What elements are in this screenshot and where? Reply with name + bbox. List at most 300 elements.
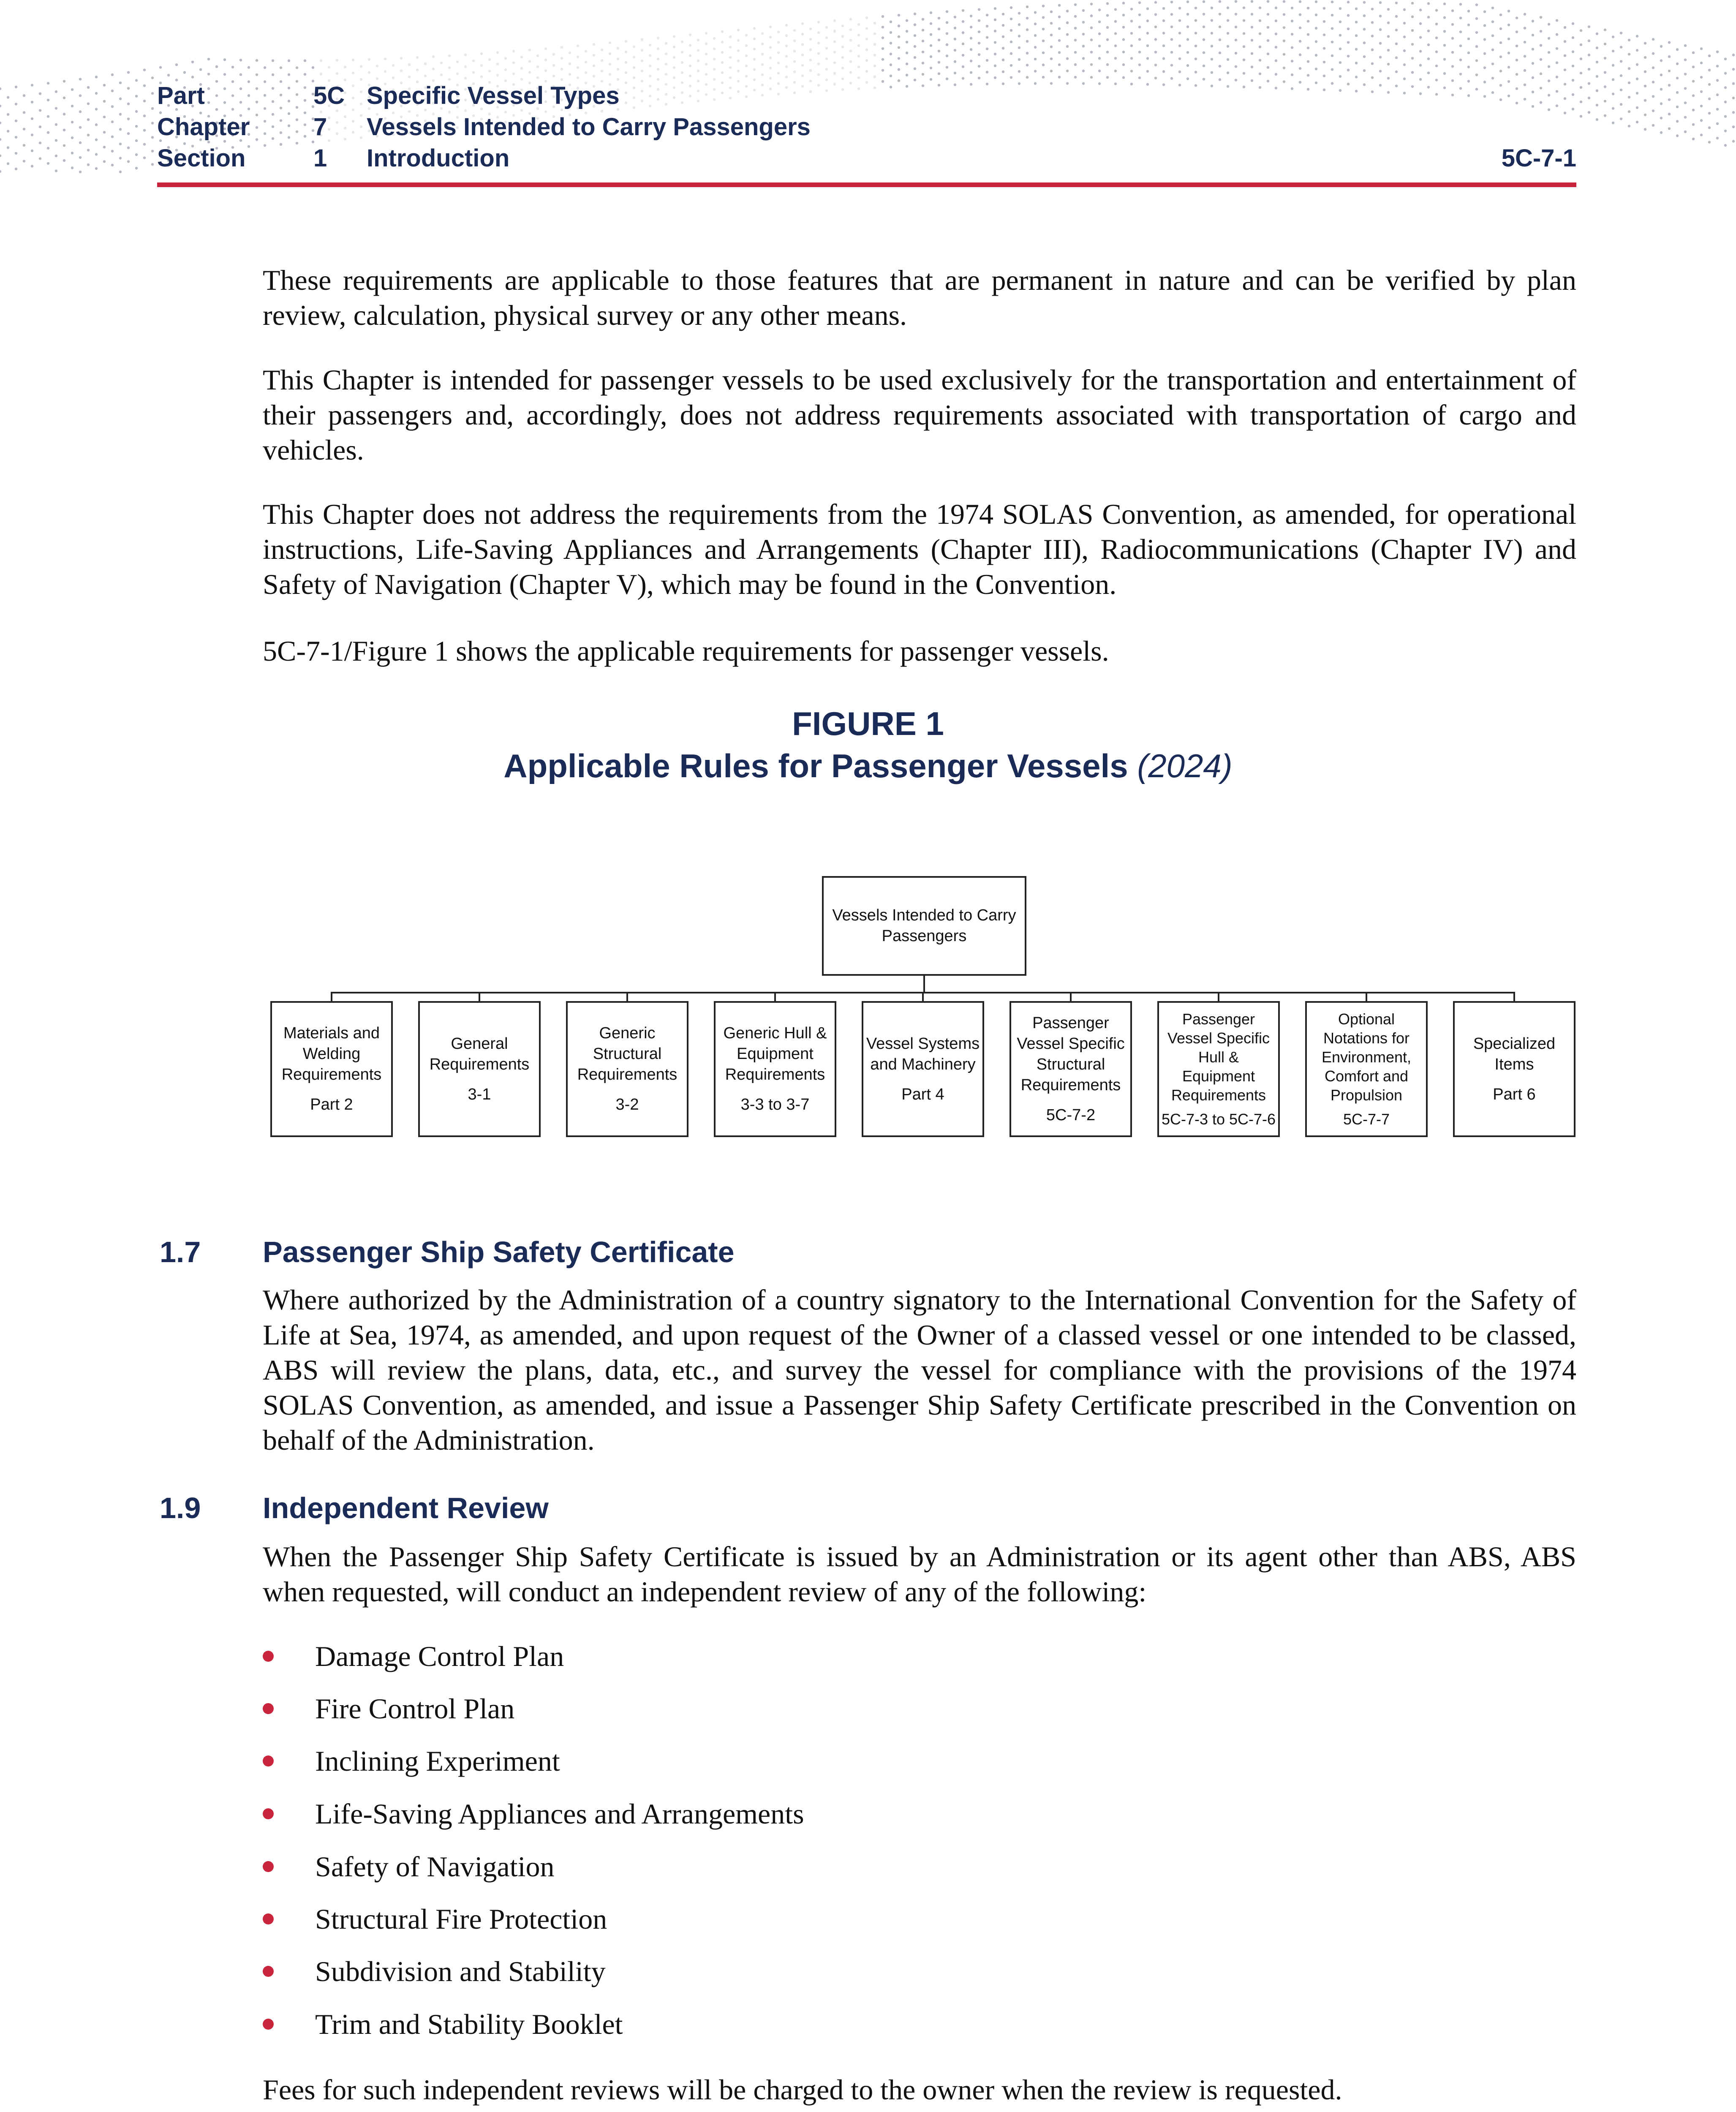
wave-dot <box>288 125 290 127</box>
wave-dot <box>737 29 740 31</box>
wave-dot <box>1082 33 1085 35</box>
wave-dot <box>47 115 49 118</box>
wave-dot <box>103 116 106 118</box>
wave-dot <box>1106 38 1109 41</box>
wave-dot <box>914 13 916 15</box>
wave-dot <box>1732 68 1735 71</box>
child-node-line: Materials and <box>283 1024 380 1042</box>
wave-dot <box>729 35 732 38</box>
wave-dot <box>1636 63 1638 66</box>
wave-dot <box>1379 42 1382 44</box>
wave-dot <box>1275 19 1277 22</box>
wave-dot <box>737 80 740 82</box>
wave-dot <box>1636 78 1638 80</box>
wave-dot <box>1307 46 1309 49</box>
wave-dot <box>191 76 194 78</box>
wave-dot <box>1138 76 1141 79</box>
wave-dot <box>191 61 194 63</box>
wave-dot <box>111 73 114 76</box>
wave-dot <box>296 66 298 69</box>
wave-dot <box>849 49 852 52</box>
wave-dot <box>1644 56 1646 59</box>
wave-dot <box>1074 51 1077 54</box>
wave-dot <box>304 123 306 126</box>
wave-dot <box>1467 24 1470 26</box>
wave-dot <box>1548 79 1550 82</box>
wave-dot <box>111 164 114 166</box>
wave-dot <box>825 89 828 92</box>
wave-dot <box>673 46 675 48</box>
header-reference: 5C-7-1 <box>1501 144 1576 172</box>
wave-dot <box>1636 92 1638 95</box>
wave-dot <box>1122 26 1125 28</box>
wave-dot <box>95 108 98 110</box>
wave-dot <box>769 57 772 59</box>
wave-dot <box>1524 41 1526 44</box>
wave-dot <box>962 43 964 45</box>
wave-dot <box>1066 22 1069 24</box>
wave-dot <box>1636 121 1638 123</box>
wave-dot <box>994 19 996 21</box>
wave-dot <box>536 54 539 57</box>
wave-dot <box>1371 8 1374 10</box>
wave-dot <box>520 67 523 70</box>
wave-dot <box>47 131 49 134</box>
wave-dot <box>1138 38 1141 41</box>
wave-dot <box>561 78 563 81</box>
wave-dot <box>1130 57 1133 60</box>
wave-dot <box>617 57 619 60</box>
wave-dot <box>1307 60 1309 63</box>
wave-dot <box>135 139 138 142</box>
wave-dot <box>689 44 691 46</box>
wave-dot <box>785 45 788 47</box>
wave-dot <box>544 69 547 72</box>
wave-dot <box>561 46 563 49</box>
wave-dot <box>1403 77 1406 80</box>
wave-dot <box>1315 27 1317 29</box>
wave-dot <box>970 15 972 17</box>
wave-dot <box>1548 109 1550 111</box>
wave-dot <box>625 101 627 104</box>
wave-dot <box>1154 77 1157 79</box>
wave-dot <box>882 69 884 71</box>
wave-dot <box>946 78 948 80</box>
wave-dot <box>1692 94 1695 97</box>
wave-dot <box>1186 13 1189 16</box>
wave-dot <box>288 100 290 102</box>
wave-dot <box>7 96 9 98</box>
wave-dot <box>1427 57 1430 60</box>
wave-dot <box>1186 77 1189 80</box>
wave-dot <box>272 87 274 90</box>
wave-dot <box>954 49 956 52</box>
wave-dot <box>1162 19 1165 22</box>
wave-dot <box>31 101 33 103</box>
wave-dot <box>1516 45 1518 47</box>
wave-dot <box>1580 44 1582 46</box>
wave-dot <box>71 88 73 91</box>
wave-dot <box>39 157 41 160</box>
wave-dot <box>865 16 868 19</box>
child-node-line: Requirements <box>281 1066 382 1083</box>
wave-dot <box>625 82 627 84</box>
wave-dot <box>745 95 748 98</box>
wave-dot <box>1363 28 1366 30</box>
wave-dot <box>1732 54 1735 56</box>
wave-dot <box>1058 16 1061 18</box>
wave-dot <box>1066 57 1069 60</box>
wave-dot <box>1251 65 1253 68</box>
wave-dot <box>761 63 764 65</box>
wave-dot <box>1002 82 1004 85</box>
wave-dot <box>143 156 146 159</box>
wave-dot <box>745 65 748 67</box>
bullet-dot <box>263 1808 274 1819</box>
wave-dot <box>1435 93 1438 95</box>
section-1-9-number: 1.9 <box>160 1491 201 1524</box>
wave-dot <box>809 59 812 61</box>
wave-dot <box>344 65 346 68</box>
wave-dot <box>753 27 756 30</box>
wave-dot <box>737 49 740 52</box>
wave-dot <box>95 167 98 170</box>
wave-dot <box>1227 32 1229 35</box>
wave-dot <box>1387 8 1390 11</box>
wave-dot <box>1267 13 1269 16</box>
wave-dot <box>1451 79 1454 82</box>
wave-dot <box>1355 76 1358 78</box>
wave-dot <box>1580 86 1582 89</box>
wave-dot <box>641 49 643 52</box>
wave-dot <box>1259 86 1261 89</box>
connector-child-5 <box>922 992 924 1001</box>
wave-dot <box>87 163 90 166</box>
wave-dot <box>1451 65 1454 68</box>
wave-dot <box>890 42 892 44</box>
wave-dot <box>849 60 852 63</box>
wave-dot <box>1211 71 1213 73</box>
wave-dot <box>79 142 82 144</box>
wave-dot <box>1556 61 1558 64</box>
wave-dot <box>954 38 956 40</box>
wave-dot <box>777 72 780 74</box>
wave-dot <box>1700 119 1703 122</box>
wave-dot <box>1275 33 1277 35</box>
wave-dot <box>1475 17 1478 20</box>
wave-dot <box>1275 6 1277 9</box>
wave-dot <box>1251 13 1253 15</box>
wave-dot <box>1668 55 1671 58</box>
wave-dot <box>1532 91 1534 93</box>
wave-dot <box>609 73 611 76</box>
wave-dot <box>649 65 651 67</box>
wave-dot <box>809 90 812 93</box>
wave-dot <box>1499 55 1502 58</box>
wave-dot <box>1451 94 1454 96</box>
wave-dot <box>1724 72 1727 74</box>
wave-dot <box>143 100 146 102</box>
wave-dot <box>55 123 57 126</box>
wave-dot <box>119 143 122 145</box>
wave-dot <box>601 59 603 62</box>
wave-dot <box>1227 58 1229 61</box>
wave-dot <box>1267 26 1269 28</box>
wave-dot <box>111 136 114 138</box>
wave-dot <box>705 42 707 45</box>
wave-dot <box>938 84 940 87</box>
wave-dot <box>914 56 916 59</box>
child-node-line: Requirements <box>1020 1076 1121 1094</box>
wave-dot <box>223 58 226 61</box>
wave-dot <box>1219 78 1221 81</box>
wave-dot <box>1419 64 1422 66</box>
wave-dot <box>280 131 282 134</box>
wave-dot <box>665 73 667 76</box>
diagram-child-node-3 <box>566 1001 688 1137</box>
wave-dot <box>1114 70 1117 72</box>
wave-dot <box>601 70 603 72</box>
wave-dot <box>1299 27 1301 29</box>
wave-dot <box>954 72 956 74</box>
wave-dot <box>1082 21 1085 23</box>
wave-dot <box>1355 8 1358 10</box>
wave-dot <box>681 81 683 84</box>
wave-dot <box>239 101 242 103</box>
wave-dot <box>1186 38 1189 41</box>
wave-dot <box>1564 83 1566 85</box>
wave-dot <box>1050 34 1053 36</box>
wave-dot <box>1644 128 1646 131</box>
wave-dot <box>328 117 330 119</box>
wave-dot <box>1018 35 1020 37</box>
wave-dot <box>825 47 828 49</box>
wave-dot <box>1034 70 1037 72</box>
wave-dot <box>1122 51 1125 53</box>
wave-dot <box>31 117 33 120</box>
wave-dot <box>681 41 683 43</box>
wave-dot <box>898 57 900 60</box>
wave-dot <box>87 86 90 89</box>
wave-dot <box>1114 44 1117 47</box>
wave-dot <box>1235 13 1237 15</box>
wave-dot <box>239 59 242 61</box>
wave-dot <box>1644 42 1646 44</box>
wave-dot <box>761 32 764 35</box>
wave-dot <box>857 23 860 26</box>
wave-dot <box>1178 32 1181 34</box>
wave-dot <box>1604 114 1606 117</box>
wave-dot <box>424 63 427 65</box>
wave-dot <box>769 67 772 69</box>
wave-dot <box>1371 35 1374 37</box>
wave-dot <box>1074 76 1077 79</box>
wave-dot <box>47 82 49 84</box>
wave-dot <box>1042 52 1045 54</box>
wave-dot <box>1267 0 1269 3</box>
wave-dot <box>1395 56 1398 59</box>
wave-dot <box>801 43 804 46</box>
wave-dot <box>938 28 940 30</box>
wave-dot <box>898 79 900 82</box>
wave-dot <box>1596 75 1598 78</box>
wave-dot <box>1419 78 1422 81</box>
wave-dot <box>1371 90 1374 93</box>
wave-dot <box>633 106 635 109</box>
wave-dot <box>1724 144 1727 147</box>
wave-dot <box>248 66 250 68</box>
wave-dot <box>681 51 683 53</box>
child-node-reference: 3-2 <box>615 1096 639 1113</box>
connector-child-2 <box>479 992 480 1001</box>
wave-dot <box>127 71 130 73</box>
decorative-dot-wave <box>0 0 1736 177</box>
wave-dot <box>1154 38 1157 41</box>
diagram-child-node-9 <box>1453 1001 1575 1137</box>
wave-dot <box>962 20 964 23</box>
wave-dot <box>79 171 82 173</box>
wave-dot <box>577 66 579 69</box>
wave-dot <box>857 55 860 57</box>
wave-dot <box>1074 63 1077 66</box>
wave-dot <box>1660 131 1663 134</box>
wave-dot <box>1676 120 1679 122</box>
child-node-reference: Part 6 <box>1493 1085 1536 1103</box>
wave-dot <box>1524 69 1526 72</box>
wave-dot <box>360 136 362 139</box>
wave-dot <box>1507 66 1510 68</box>
wave-dot <box>1275 73 1277 76</box>
wave-dot <box>954 60 956 63</box>
wave-dot <box>1146 7 1149 10</box>
wave-dot <box>817 63 820 65</box>
wave-dot <box>1203 51 1205 54</box>
wave-dot <box>1540 87 1542 89</box>
wave-dot <box>304 59 306 62</box>
wave-dot <box>1379 56 1382 58</box>
wave-dot <box>633 56 635 58</box>
wave-dot <box>801 85 804 87</box>
wave-dot <box>1363 83 1366 86</box>
wave-dot <box>849 71 852 73</box>
wave-dot <box>39 109 41 112</box>
wave-dot <box>1732 125 1735 128</box>
wave-dot <box>151 122 154 124</box>
wave-dot <box>1347 41 1350 44</box>
wave-dot <box>71 105 73 107</box>
wave-dot <box>1235 26 1237 28</box>
wave-dot <box>777 62 780 64</box>
bullet-dot <box>263 1966 274 1977</box>
wave-dot <box>1002 71 1004 73</box>
wave-dot <box>1516 73 1518 76</box>
wave-dot <box>47 147 49 150</box>
wave-dot <box>31 165 33 167</box>
wave-dot <box>1114 57 1117 60</box>
wave-dot <box>1195 71 1197 73</box>
wave-dot <box>641 38 643 41</box>
wave-dot <box>1596 33 1598 35</box>
wave-dot <box>1170 51 1173 54</box>
wave-dot <box>488 58 491 61</box>
wave-dot <box>0 105 1 107</box>
wave-dot <box>817 52 820 55</box>
wave-dot <box>1106 76 1109 79</box>
wave-dot <box>1195 45 1197 47</box>
wave-dot <box>1074 27 1077 29</box>
wave-dot <box>1483 52 1486 55</box>
wave-dot <box>1419 50 1422 52</box>
wave-dot <box>1018 58 1020 61</box>
wave-dot <box>1299 53 1301 56</box>
wave-dot <box>994 30 996 32</box>
wave-dot <box>785 76 788 78</box>
wave-dot <box>1572 93 1574 96</box>
wave-dot <box>1026 76 1029 79</box>
wave-dot <box>1483 81 1486 83</box>
wave-dot <box>1146 70 1149 73</box>
wave-dot <box>432 68 435 70</box>
wave-dot <box>55 169 57 172</box>
wave-dot <box>1628 125 1630 127</box>
wave-dot <box>1323 7 1325 9</box>
wave-dot <box>183 71 186 73</box>
wave-dot <box>95 153 98 155</box>
wave-dot <box>1355 34 1358 37</box>
wave-dot <box>1339 20 1341 23</box>
wave-dot <box>1475 31 1478 34</box>
child-node-line: Vessel Systems <box>866 1034 980 1053</box>
wave-dot <box>87 118 90 121</box>
wave-dot <box>986 59 988 62</box>
wave-dot <box>1483 38 1486 41</box>
wave-dot <box>360 103 362 105</box>
wave-dot <box>1475 59 1478 62</box>
wave-dot <box>135 79 138 82</box>
wave-dot <box>1203 38 1205 41</box>
wave-dot <box>1540 58 1542 61</box>
wave-dot <box>15 168 17 170</box>
wave-dot <box>1106 2 1109 5</box>
wave-dot <box>1339 7 1341 10</box>
wave-dot <box>1371 49 1374 51</box>
wave-dot <box>264 144 266 147</box>
wave-dot <box>1700 62 1703 64</box>
wave-dot <box>1026 28 1029 31</box>
wave-dot <box>1010 52 1012 55</box>
wave-dot <box>127 117 130 120</box>
wave-dot <box>617 47 619 49</box>
wave-dot <box>769 46 772 49</box>
wave-dot <box>1227 6 1229 9</box>
wave-dot <box>1548 51 1550 54</box>
wave-dot <box>1676 134 1679 137</box>
wave-dot <box>986 71 988 73</box>
child-node-reference: 3-3 to 3-7 <box>740 1096 810 1113</box>
wave-dot <box>320 59 322 62</box>
wave-dot <box>71 136 73 139</box>
wave-dot <box>1146 83 1149 86</box>
wave-dot <box>239 73 242 76</box>
wave-dot <box>1331 54 1333 57</box>
wave-dot <box>649 85 651 87</box>
wave-dot <box>1716 137 1719 139</box>
wave-dot <box>1090 51 1093 53</box>
wave-dot <box>87 149 90 151</box>
wave-dot <box>1724 86 1727 89</box>
wave-dot <box>906 85 908 87</box>
wave-dot <box>119 82 122 84</box>
